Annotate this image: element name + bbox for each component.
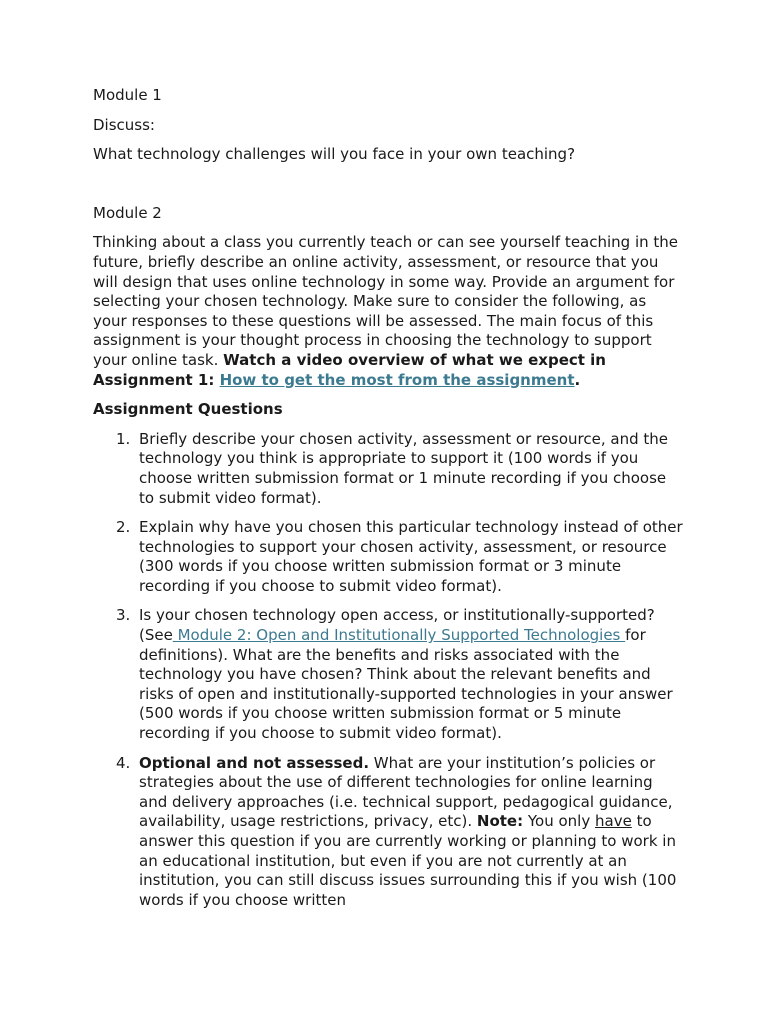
intro-period: . bbox=[574, 370, 581, 389]
item-text: Briefly describe your chosen activity, assessment or resource, and the technology you think is appropriate to support it (100 words if you choose written submission format or 1 minute recording if you choose to submit video format). bbox=[139, 429, 668, 507]
item-text-after: for definitions). What are the benefits and risks associated with the technology you have chosen? Think about the relevant benefits and risks of open and institutionally-supported technologies in your answer (500 words if you choose written submission format or 5 minute recording if you choose to submit video format). bbox=[139, 626, 673, 743]
module2-title: Module 2 bbox=[93, 203, 162, 222]
document-page bbox=[93, 86, 683, 920]
module1-title: Module 1 bbox=[93, 86, 162, 104]
video-overview-link[interactable]: How to get the most from the assignment bbox=[219, 370, 575, 389]
module2-technologies-link[interactable]: Module 2: Open and Institutionally Supported Technologies bbox=[172, 626, 626, 645]
discuss-label: Discuss: bbox=[93, 115, 155, 134]
list-item bbox=[93, 754, 683, 911]
item-number: 3. bbox=[116, 606, 131, 625]
list-item bbox=[93, 606, 683, 743]
item-text-b: You only bbox=[523, 812, 595, 831]
item-number: 1. bbox=[116, 429, 131, 448]
assignment-questions-list bbox=[93, 430, 683, 911]
module2-intro bbox=[93, 233, 683, 390]
underlined-have: have bbox=[595, 812, 632, 831]
item-number: 4. bbox=[116, 753, 131, 772]
item-text-before: Is your chosen technology open access, or institutionally-supported? (See bbox=[139, 606, 655, 645]
optional-lead: Optional and not assessed. bbox=[139, 753, 370, 772]
list-item bbox=[93, 518, 683, 596]
assignment-questions-heading: Assignment Questions bbox=[93, 400, 283, 419]
item-text-c: to answer this question if you are currently working or planning to work in an educational institution, but even if you are not currently at an institution, you can still discuss issues surrounding this if you wish (100 words if you choose written bbox=[139, 812, 677, 909]
intro-bold-text: Watch a video overview of what we expect in Assignment 1: bbox=[93, 350, 606, 389]
note-label: Note: bbox=[476, 812, 524, 831]
item-text: Explain why have you chosen this particular technology instead of other technologies to support your chosen activity, assessment, or resource (300 words if you choose written submission format or 3 minute recording if you choose to submit video format). bbox=[139, 518, 683, 595]
module1-question: What technology challenges will you face in your own teaching? bbox=[93, 145, 576, 164]
list-item bbox=[93, 430, 683, 508]
item-number: 2. bbox=[116, 518, 131, 537]
intro-text: Thinking about a class you currently teach or can see yourself teaching in the future, briefly describe an online activity, assessment, or resource that you will design that uses online technology in some way. Provide an argument for selecting your chosen technology. Make sure to consider the following, as your responses to these questions will be assessed. The main focus of this assignment is your thought process in choosing the technology to support your online task. bbox=[93, 233, 679, 369]
item-text-a: What are your institution’s policies or strategies about the use of different technologies for online learning and delivery approaches (i.e. technical support, pedagogical guidance, availability, usage restrictions, privacy, etc). bbox=[139, 753, 673, 831]
